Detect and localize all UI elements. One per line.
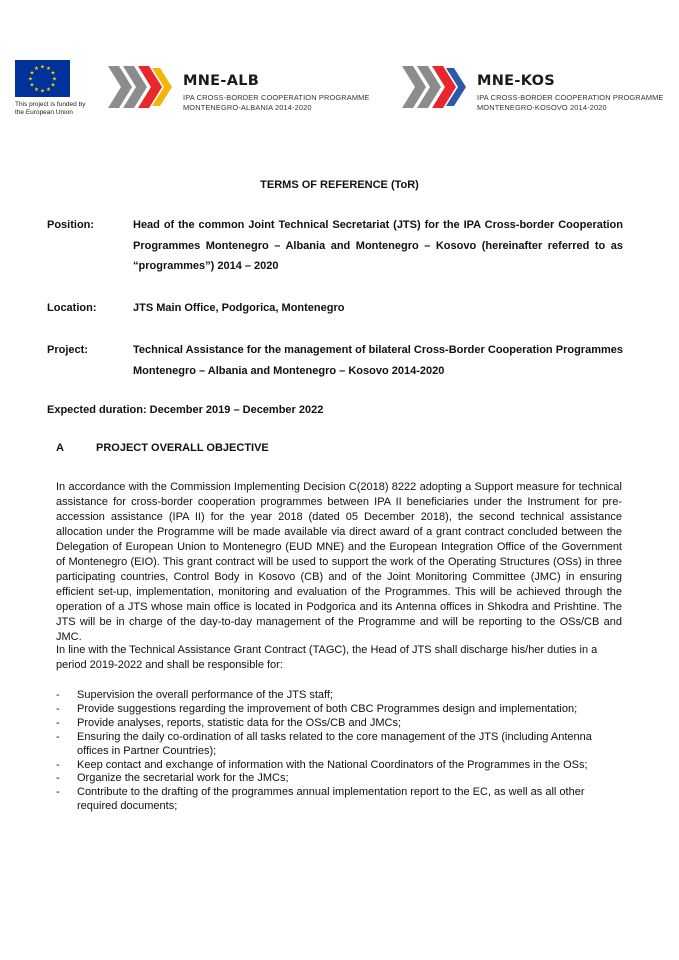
location-value: JTS Main Office, Podgorica, Montenegro <box>133 302 345 314</box>
project-value: Technical Assistance for the management of bilateral Cross-Border Cooperation Programmes Montenegro – Albania and Montenegro – Kosovo 2014-2020 <box>133 344 623 377</box>
paragraph-responsibilities: In line with the Technical Assistance Grant Contract (TAGC), the Head of JTS shall discharge his/her duties in a period 2019-2022 and shall be responsible for: <box>56 644 598 671</box>
svg-text:★: ★ <box>46 87 51 93</box>
position-value: Head of the common Joint Technical Secretariat (JTS) for the IPA Cross-border Cooperation Programmes Montenegro – Albania and Montenegro – Kosovo (hereinafter referred to as “programmes”) 2014 – 2020 <box>133 219 623 272</box>
svg-text:★: ★ <box>46 66 51 72</box>
programme-period: MONTENEGRO-KOSOVO 2014-2020 <box>477 103 607 112</box>
position-label: Position: <box>47 219 95 231</box>
list-item: - Supervision the overall performance of the JTS staff; <box>56 689 333 701</box>
svg-text:★: ★ <box>29 82 35 89</box>
chevron-arrows-icon <box>108 66 178 108</box>
eu-flag-logo <box>15 60 70 97</box>
svg-text:★: ★ <box>50 82 56 89</box>
section-title: PROJECT OVERALL OBJECTIVE <box>96 442 269 454</box>
chevron-arrows-icon <box>402 66 472 108</box>
svg-text:★: ★ <box>34 66 39 72</box>
svg-text:★: ★ <box>52 76 57 83</box>
list-item: - Keep contact and exchange of information with the National Coordinators of the Programmes in the OSs; <box>56 758 588 771</box>
list-item: - Ensuring the daily co-ordination of all tasks related to the core management of the JTS (including Antenna offices in Partner Countries); <box>56 730 592 757</box>
programme-period: MONTENEGRO-ALBANIA 2014-2020 <box>183 103 312 112</box>
expected-duration: Expected duration: December 2019 – December 2022 <box>47 404 324 416</box>
list-item: - Provide suggestions regarding the improvement of both CBC Programmes design and implementation; <box>56 702 578 715</box>
svg-text:★: ★ <box>50 70 56 77</box>
responsibilities-list <box>56 689 622 814</box>
programme-title: MNE-KOS <box>477 73 555 89</box>
project-label: Project: <box>47 344 88 356</box>
list-item: - Organize the secretarial work for the JMCs; <box>56 772 289 785</box>
paragraph-objective: In accordance with the Commission Implementing Decision C(2018) 8222 adopting a Support measure for technical assistance for cross-border cooperation programmes between IPA II beneficiaries under the Instrument for pre-accession assistance (IPA II) for the year 2018 (dated 05 December 2018), the second technical assistance allocation under the Programme will be made available via direct award of a grant contract concluded between the Delegation of European Union to Montenegro (EUD MNE) and the European Integration Office of the Government of Montenegro (EIO). This grant contract will be used to support the work of the Operating Structures (OSs) in three participating countries, Control Body in Kosovo (CB) and of the Joint Monitoring Committee (JMC) in ensuring efficient set-up, implementation, monitoring and evaluation of the Programmes. This will be achieved through the operation of a JTS whose main office is located in Podgorica and its Antenna offices in Shkodra and Prishtine. The JTS will be in charge of the day-to-day management of the Programme and will be reporting to the OSs/CB and JMC. <box>56 481 622 643</box>
svg-text:★: ★ <box>40 88 45 95</box>
location-label: Location: <box>47 302 97 314</box>
programme-subtitle: IPA CROSS-BORDER COOPERATION PROGRAMME <box>183 93 370 102</box>
svg-text:★: ★ <box>34 87 39 93</box>
programme-title: MNE-ALB <box>183 73 260 89</box>
document-title: TERMS OF REFERENCE (ToR) <box>260 179 419 191</box>
list-item: - Provide analyses, reports, statistic data for the OSs/CB and JMCs; <box>56 716 402 729</box>
eu-funding-caption: This project is funded by the European Union <box>15 101 86 116</box>
svg-text:★: ★ <box>40 64 45 71</box>
list-item: - Contribute to the drafting of the programmes annual implementation report to the EC, as well as all other required documents; <box>56 786 585 813</box>
section-letter: A <box>56 442 64 454</box>
svg-text:★: ★ <box>28 76 33 83</box>
programme-subtitle: IPA CROSS-BORDER COOPERATION PROGRAMME <box>477 93 664 102</box>
svg-text:★: ★ <box>29 70 35 77</box>
